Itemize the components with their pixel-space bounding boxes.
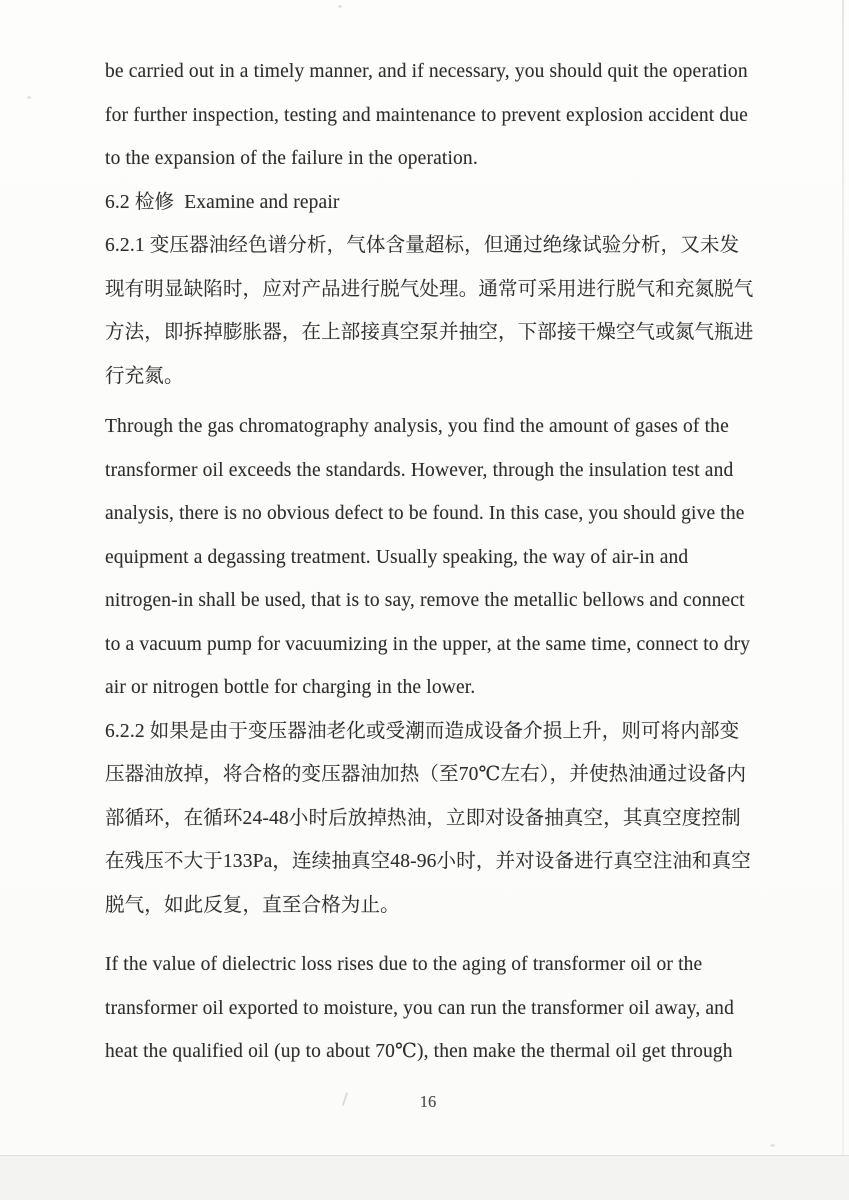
english-paragraph-line: Through the gas chromatography analysis, you find the amount of gases of the	[105, 416, 729, 437]
english-paragraph-line: transformer oil exceeds the standards. However, through the insulation test and	[105, 459, 734, 481]
section-6-2-1-line: 6.2.1 变压器油经色谱分析，气体含量超标，但通过绝缘试验分析，又未发	[105, 235, 740, 256]
section-6-2-2-line: 部循环，在循环24-48小时后放掉热油，立即对设备抽真空，其真空度控制	[105, 807, 741, 829]
english-paragraph-line: heat the qualified oil (up to about 70℃), then make the thermal oil get through	[105, 1041, 733, 1062]
body-text-line: to the expansion of the failure in the operation.	[105, 148, 478, 169]
english-paragraph-line: to a vacuum pump for vacuumizing in the upper, at the same time, connect to dry	[105, 633, 751, 655]
body-text-line: for further inspection, testing and maintenance to prevent explosion accident due	[105, 104, 748, 126]
document-body	[105, 50, 770, 1074]
page-number: 16	[419, 1092, 437, 1111]
english-paragraph-line: transformer oil exported to moisture, you can run the transformer oil away, and	[105, 997, 734, 1019]
section-heading-6-2: 6.2 检修 Examine and repair	[105, 191, 340, 213]
section-6-2-2-line: 6.2.2 如果是由于变压器油老化或受潮而造成设备介损上升，则可将内部变	[105, 720, 740, 742]
english-paragraph-line: air or nitrogen bottle for charging in the lower.	[105, 677, 476, 698]
scan-speckle	[338, 5, 342, 8]
section-6-2-1-line: 方法，即拆掉膨胀器，在上部接真空泵并抽空，下部接干燥空气或氮气瓶进	[105, 322, 754, 343]
section-6-2-1-line: 现有明显缺陷时，应对产品进行脱气处理。通常可采用进行脱气和充氮脱气	[105, 278, 754, 300]
scan-speckle	[770, 1144, 775, 1147]
english-paragraph-line: nitrogen-in shall be used, that is to say, remove the metallic bellows and connect	[105, 590, 745, 611]
scan-speckle	[27, 96, 31, 99]
english-paragraph-line: equipment a degassing treatment. Usually speaking, the way of air-in and	[105, 546, 689, 568]
section-6-2-1-line: 行充氮。	[105, 365, 184, 387]
stray-pen-mark	[342, 1092, 348, 1106]
english-paragraph-line: If the value of dielectric loss rises due to the aging of transformer oil or the	[105, 954, 703, 975]
section-6-2-2-line: 在残压不大于133Pa，连续抽真空48-96小时，并对设备进行真空注油和真空	[105, 851, 751, 872]
section-6-2-2-line: 脱气，如此反复，直至合格为止。	[105, 894, 400, 916]
english-paragraph-line: analysis, there is no obvious defect to be found. In this case, you should give the	[105, 503, 745, 524]
scan-page-bottom-edge	[0, 1155, 849, 1200]
body-text-line: be carried out in a timely manner, and if necessary, you should quit the operation	[105, 61, 748, 82]
scan-page-right-edge	[842, 0, 844, 1156]
section-6-2-2-line: 压器油放掉，将合格的变压器油加热（至70℃左右），并使热油通过设备内	[105, 764, 747, 785]
